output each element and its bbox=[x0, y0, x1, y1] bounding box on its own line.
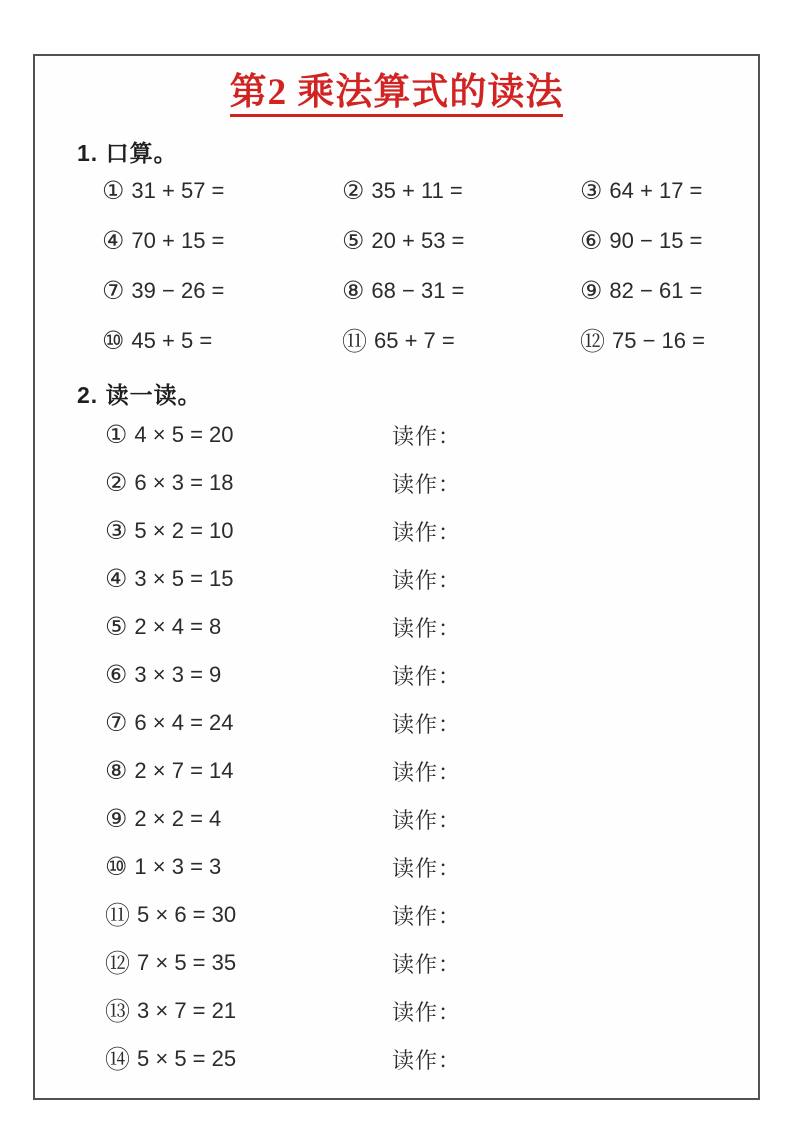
circled-number: ⑬ bbox=[105, 997, 131, 1026]
oral-problem-7 bbox=[102, 266, 342, 316]
read-problem-12 bbox=[105, 939, 725, 987]
circled-number: ⑫ bbox=[580, 327, 606, 356]
circled-number: ⑥ bbox=[580, 225, 603, 255]
read-problem-2 bbox=[105, 459, 725, 507]
expression: 6 × 4 = 24 bbox=[134, 710, 234, 735]
circled-number: ④ bbox=[102, 225, 125, 255]
expression: 20 + 53 = bbox=[371, 228, 465, 253]
read-problem-9 bbox=[105, 795, 725, 843]
expression: 82 − 61 = bbox=[609, 278, 703, 303]
expression: 3 × 7 = 21 bbox=[137, 998, 237, 1023]
read-problem-7 bbox=[105, 699, 725, 747]
problem bbox=[105, 565, 392, 594]
oral-problem-4 bbox=[102, 216, 342, 266]
read-as-label: 读作： bbox=[392, 999, 462, 1025]
problem bbox=[105, 421, 392, 450]
circled-number: ③ bbox=[105, 515, 128, 545]
expression: 2 × 2 = 4 bbox=[134, 806, 222, 831]
expression: 1 × 3 = 3 bbox=[134, 854, 222, 879]
circled-number: ⑩ bbox=[102, 325, 125, 355]
read-as-label: 读作： bbox=[392, 615, 462, 641]
read-as-label: 读作： bbox=[392, 951, 462, 977]
read-as-label: 读作： bbox=[392, 519, 462, 545]
expression: 5 × 6 = 30 bbox=[137, 902, 237, 927]
expression: 3 × 5 = 15 bbox=[134, 566, 234, 591]
read-problem-11 bbox=[105, 891, 725, 939]
section1-heading: 1. 口算。 bbox=[77, 140, 178, 166]
oral-problem-9 bbox=[580, 266, 752, 316]
read-problems-list bbox=[105, 411, 725, 1083]
read-as-label: 读作： bbox=[392, 855, 462, 881]
circled-number: ⑪ bbox=[342, 327, 368, 356]
expression: 31 + 57 = bbox=[131, 178, 225, 203]
read-as-label: 读作： bbox=[392, 903, 462, 929]
expression: 2 × 4 = 8 bbox=[134, 614, 222, 639]
oral-problem-8 bbox=[342, 266, 580, 316]
circled-number: ⑤ bbox=[105, 611, 128, 641]
expression: 75 − 16 = bbox=[612, 328, 705, 353]
expression: 35 + 11 = bbox=[371, 178, 463, 203]
circled-number: ⑥ bbox=[105, 659, 128, 689]
read-problem-5 bbox=[105, 603, 725, 651]
oral-problem-3 bbox=[580, 166, 752, 216]
circled-number: ⑪ bbox=[105, 901, 131, 930]
problem bbox=[105, 1041, 392, 1077]
problem bbox=[105, 613, 392, 642]
circled-number: ⑨ bbox=[105, 803, 128, 833]
read-problem-1 bbox=[105, 411, 725, 459]
read-as-label: 读作： bbox=[392, 471, 462, 497]
read-as-label: 读作： bbox=[392, 711, 462, 737]
expression: 7 × 5 = 35 bbox=[137, 950, 237, 975]
oral-problem-2 bbox=[342, 166, 580, 216]
worksheet-border-frame bbox=[33, 54, 760, 1100]
problem bbox=[105, 945, 392, 981]
read-problem-6 bbox=[105, 651, 725, 699]
oral-problems-grid bbox=[102, 166, 752, 366]
expression: 5 × 5 = 25 bbox=[137, 1046, 237, 1071]
problem bbox=[105, 661, 392, 690]
read-as-label: 读作： bbox=[392, 807, 462, 833]
problem bbox=[105, 897, 392, 933]
oral-problem-6 bbox=[580, 216, 752, 266]
circled-number: ② bbox=[342, 175, 365, 205]
read-as-label: 读作： bbox=[392, 567, 462, 593]
expression: 45 + 5 = bbox=[131, 328, 213, 353]
section2-heading: 2. 读一读。 bbox=[77, 382, 202, 408]
circled-number: ⑫ bbox=[105, 949, 131, 978]
oral-problem-10 bbox=[102, 316, 342, 366]
circled-number: ⑨ bbox=[580, 275, 603, 305]
problem bbox=[105, 805, 392, 834]
expression: 3 × 3 = 9 bbox=[134, 662, 222, 687]
read-problem-13 bbox=[105, 987, 725, 1035]
expression: 4 × 5 = 20 bbox=[134, 422, 234, 447]
read-problem-14 bbox=[105, 1035, 725, 1083]
problem bbox=[105, 853, 392, 882]
oral-problem-5 bbox=[342, 216, 580, 266]
read-as-label: 读作： bbox=[392, 423, 462, 449]
read-problem-10 bbox=[105, 843, 725, 891]
circled-number: ⑧ bbox=[105, 755, 128, 785]
read-problem-4 bbox=[105, 555, 725, 603]
expression: 6 × 3 = 18 bbox=[134, 470, 234, 495]
circled-number: ⑤ bbox=[342, 225, 365, 255]
circled-number: ④ bbox=[105, 563, 128, 593]
expression: 70 + 15 = bbox=[131, 228, 225, 253]
circled-number: ⑧ bbox=[342, 275, 365, 305]
expression: 2 × 7 = 14 bbox=[134, 758, 234, 783]
circled-number: ① bbox=[105, 419, 128, 449]
expression: 39 − 26 = bbox=[131, 278, 225, 303]
read-as-label: 读作： bbox=[392, 663, 462, 689]
read-problem-3 bbox=[105, 507, 725, 555]
problem bbox=[105, 469, 392, 498]
read-as-label: 读作： bbox=[392, 1047, 462, 1073]
expression: 5 × 2 = 10 bbox=[134, 518, 234, 543]
problem bbox=[105, 517, 392, 546]
circled-number: ② bbox=[105, 467, 128, 497]
page-title: 第2 乘法算式的读法 bbox=[230, 74, 564, 117]
problem bbox=[105, 757, 392, 786]
read-problem-8 bbox=[105, 747, 725, 795]
read-as-label: 读作： bbox=[392, 759, 462, 785]
title-container bbox=[35, 74, 758, 117]
expression: 68 − 31 = bbox=[371, 278, 465, 303]
expression: 64 + 17 = bbox=[609, 178, 703, 203]
circled-number: ⑦ bbox=[102, 275, 125, 305]
oral-problem-11 bbox=[342, 316, 580, 366]
circled-number: ⑦ bbox=[105, 707, 128, 737]
circled-number: ① bbox=[102, 175, 125, 205]
oral-problem-12 bbox=[580, 316, 752, 366]
problem bbox=[105, 709, 392, 738]
circled-number: ⑭ bbox=[105, 1045, 131, 1074]
oral-problem-1 bbox=[102, 166, 342, 216]
problem bbox=[105, 993, 392, 1029]
expression: 90 − 15 = bbox=[609, 228, 703, 253]
circled-number: ③ bbox=[580, 175, 603, 205]
expression: 65 + 7 = bbox=[374, 328, 455, 353]
circled-number: ⑩ bbox=[105, 851, 128, 881]
